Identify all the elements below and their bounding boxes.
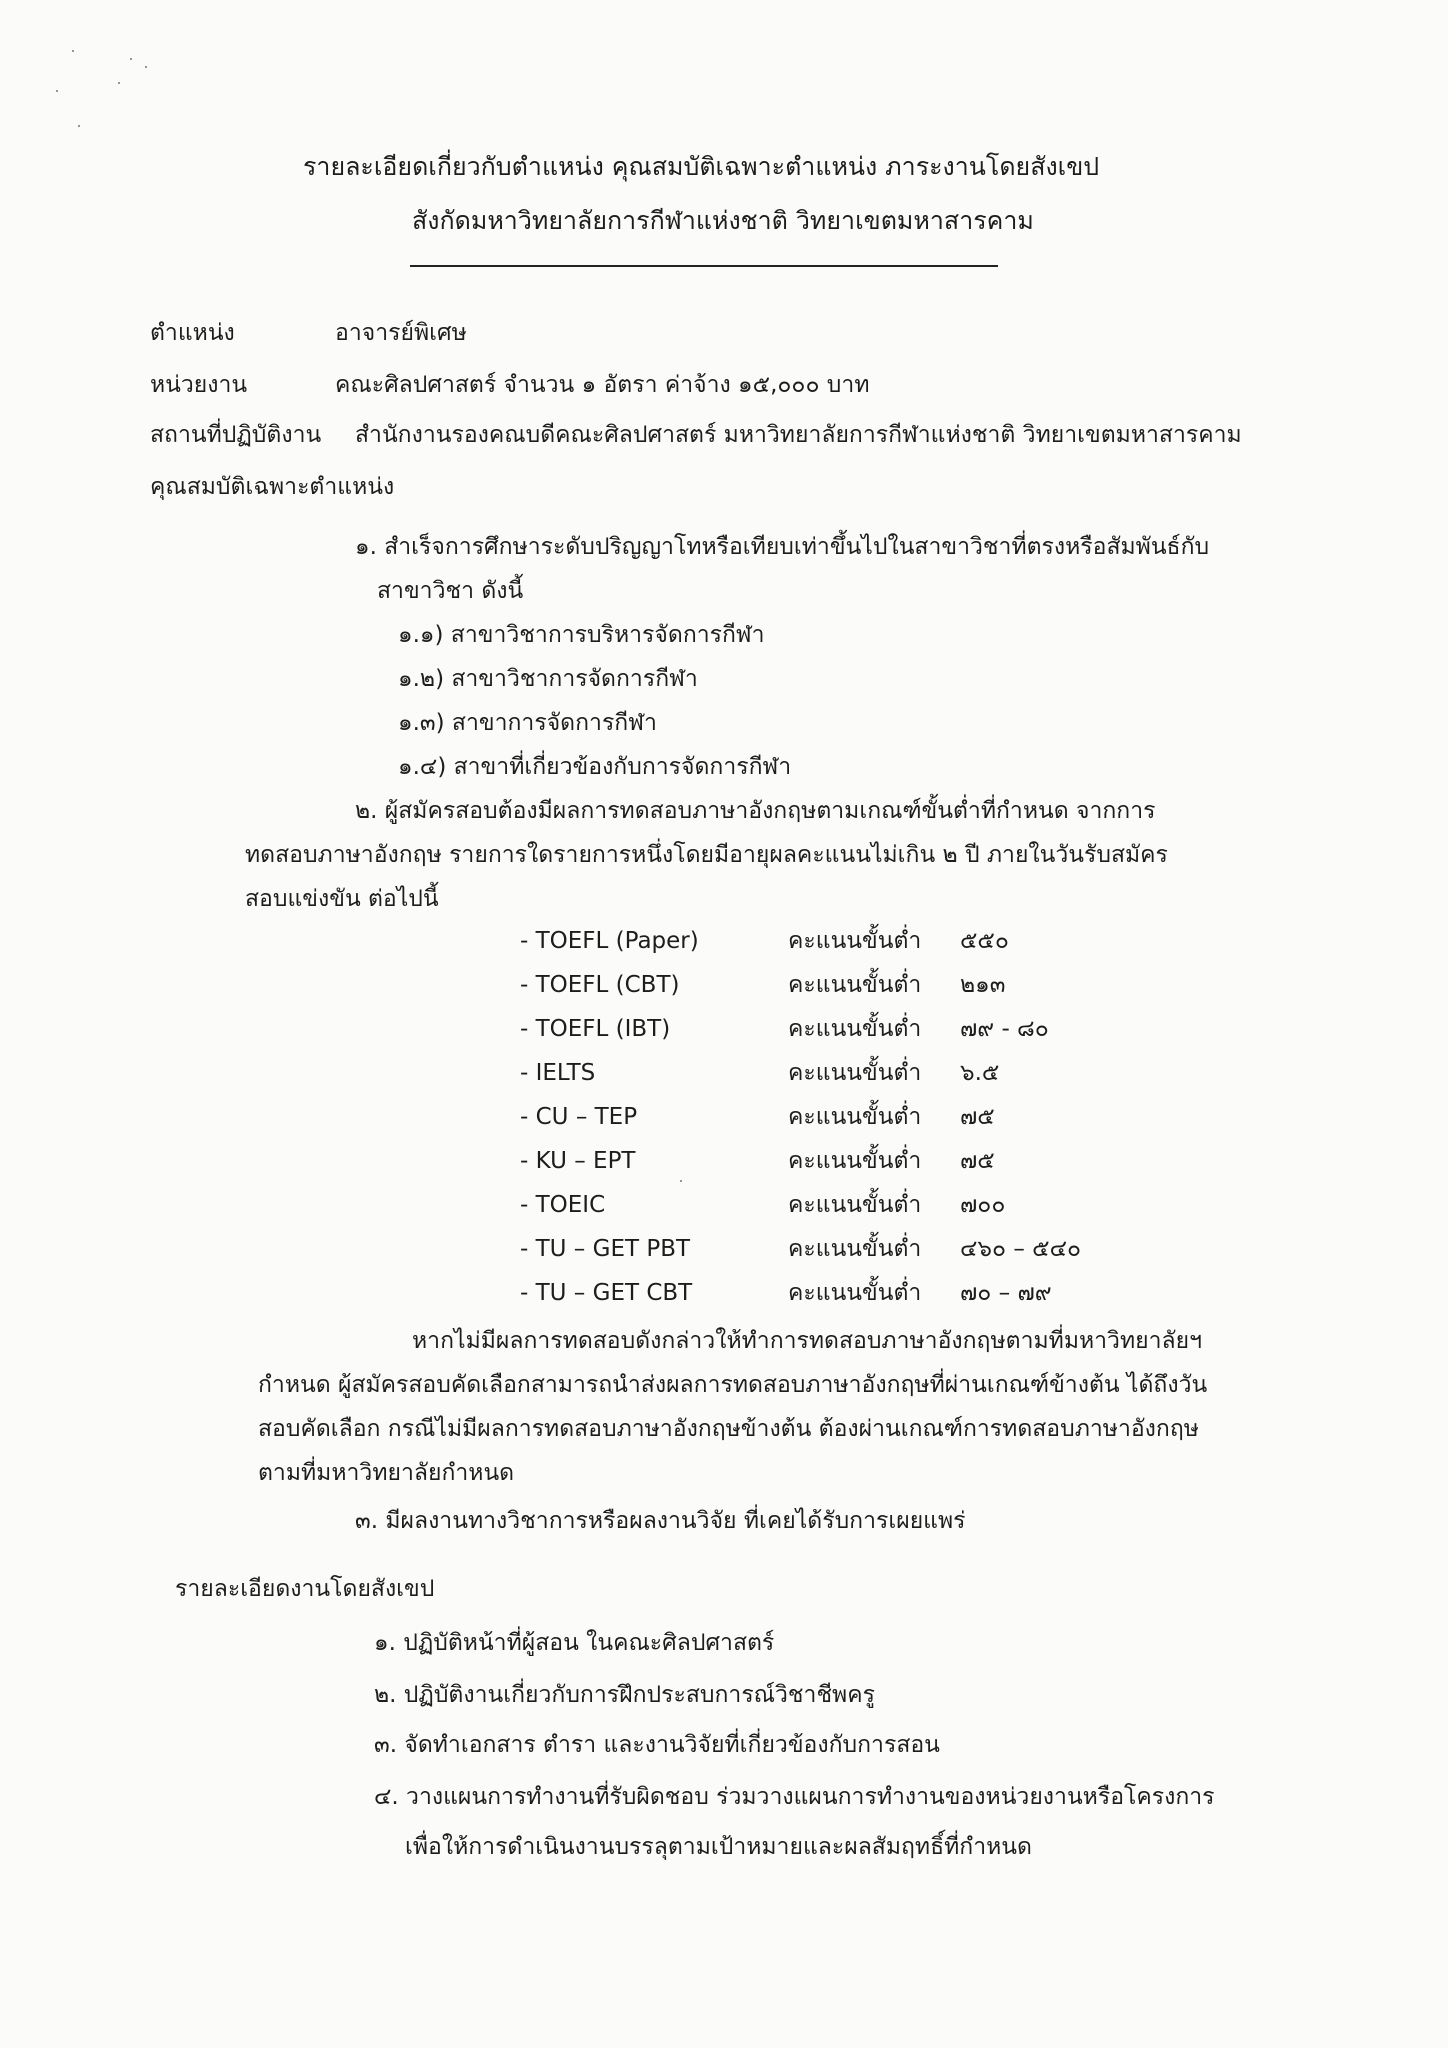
duties-heading: รายละเอียดงานโดยสังเขป — [175, 1576, 435, 1602]
scan-speck — [118, 82, 120, 84]
unit-value: คณะศิลปศาสตร์ จำนวน ๑ อัตรา ค่าจ้าง ๑๕,๐๐๐ บาท — [335, 372, 870, 398]
qualification-2-line1: ๒. ผู้สมัครสอบต้องมีผลการทดสอบภาษาอังกฤษตามเกณฑ์ขั้นต่ำที่กำหนด จากการ — [355, 798, 1156, 824]
min-score-label: คะแนนขั้นต่ำ — [788, 972, 922, 998]
scan-speck — [145, 66, 147, 68]
test-name: - IELTS — [520, 1060, 596, 1086]
scan-speck — [680, 1180, 682, 1182]
position-label: ตำแหน่ง — [150, 320, 235, 346]
test-name: - TU – GET CBT — [520, 1280, 693, 1306]
position-value: อาจารย์พิเศษ — [335, 320, 467, 346]
min-score-value: ๗๙ - ๘๐ — [960, 1016, 1049, 1042]
scan-speck — [56, 90, 58, 92]
note-line3: สอบคัดเลือก กรณีไม่มีผลการทดสอบภาษาอังกฤษข้างต้น ต้องผ่านเกณฑ์การทดสอบภาษาอังกฤษ — [258, 1416, 1199, 1442]
min-score-value: ๔๖๐ – ๕๔๐ — [960, 1236, 1082, 1262]
min-score-label: คะแนนขั้นต่ำ — [788, 1148, 922, 1174]
qualification-2-line2: ทดสอบภาษาอังกฤษ รายการใดรายการหนึ่งโดยมีอายุผลคะแนนไม่เกิน ๒ ปี ภายในวันรับสมัคร — [245, 842, 1168, 868]
min-score-label: คะแนนขั้นต่ำ — [788, 1060, 922, 1086]
min-score-label: คะแนนขั้นต่ำ — [788, 1192, 922, 1218]
min-score-label: คะแนนขั้นต่ำ — [788, 1104, 922, 1130]
min-score-value: ๗๐ – ๗๙ — [960, 1280, 1052, 1306]
document-title-line2: สังกัดมหาวิทยาลัยการกีฬาแห่งชาติ วิทยาเขตมหาสารคาม — [412, 206, 1034, 235]
subject-item: ๑.๓) สาขาการจัดการกีฬา — [398, 710, 657, 736]
subject-item: ๑.๒) สาขาวิชาการจัดการกีฬา — [398, 666, 698, 692]
duty-item: ๑. ปฏิบัติหน้าที่ผู้สอน ในคณะศิลปศาสตร์ — [374, 1630, 775, 1656]
min-score-label: คะแนนขั้นต่ำ — [788, 1236, 922, 1262]
subject-item: ๑.๑) สาขาวิชาการบริหารจัดการกีฬา — [398, 622, 765, 648]
scan-speck — [78, 125, 80, 127]
workplace-label: สถานที่ปฏิบัติงาน — [150, 422, 322, 448]
min-score-value: ๒๑๓ — [960, 972, 1006, 998]
test-name: - TOEIC — [520, 1192, 606, 1218]
qualification-3: ๓. มีผลงานทางวิชาการหรือผลงานวิจัย ที่เคยได้รับการเผยแพร่ — [355, 1508, 966, 1534]
test-name: - KU – EPT — [520, 1148, 636, 1174]
duty-item: ๔. วางแผนการทำงานที่รับผิดชอบ ร่วมวางแผนการทำงานของหน่วยงานหรือโครงการ — [374, 1784, 1215, 1810]
test-name: - TOEFL (CBT) — [520, 972, 680, 998]
min-score-value: ๗๕ — [960, 1104, 995, 1130]
duty-item: ๓. จัดทำเอกสาร ตำรา และงานวิจัยที่เกี่ยวข้องกับการสอน — [374, 1732, 940, 1758]
scan-speck — [72, 50, 74, 52]
note-line2: กำหนด ผู้สมัครสอบคัดเลือกสามารถนำส่งผลการทดสอบภาษาอังกฤษที่ผ่านเกณฑ์ข้างต้น ได้ถึงวัน — [258, 1372, 1208, 1398]
note-line4: ตามที่มหาวิทยาลัยกำหนด — [258, 1460, 515, 1486]
min-score-value: ๖.๕ — [960, 1060, 1000, 1086]
duty-item-continuation: เพื่อให้การดำเนินงานบรรลุตามเป้าหมายและผลสัมฤทธิ์ที่กำหนด — [405, 1834, 1032, 1860]
document-title-line1: รายละเอียดเกี่ยวกับตำแหน่ง คุณสมบัติเฉพาะตำแหน่ง ภาระงานโดยสังเขป — [303, 152, 1100, 181]
min-score-label: คะแนนขั้นต่ำ — [788, 1280, 922, 1306]
qualification-1-line1: ๑. สำเร็จการศึกษาระดับปริญญาโทหรือเทียบเท่าขึ้นไปในสาขาวิชาที่ตรงหรือสัมพันธ์กับ — [355, 534, 1210, 560]
min-score-value: ๗๕ — [960, 1148, 995, 1174]
qualification-1-line2: สาขาวิชา ดังนี้ — [377, 578, 524, 604]
subject-item: ๑.๔) สาขาที่เกี่ยวข้องกับการจัดการกีฬา — [398, 754, 792, 780]
test-name: - TU – GET PBT — [520, 1236, 691, 1262]
min-score-value: ๗๐๐ — [960, 1192, 1006, 1218]
note-line1: หากไม่มีผลการทดสอบดังกล่าวให้ทำการทดสอบภาษาอังกฤษตามที่มหาวิทยาลัยฯ — [412, 1328, 1203, 1354]
test-name: - TOEFL (Paper) — [520, 928, 699, 954]
min-score-value: ๕๕๐ — [960, 928, 1009, 954]
min-score-label: คะแนนขั้นต่ำ — [788, 928, 922, 954]
min-score-label: คะแนนขั้นต่ำ — [788, 1016, 922, 1042]
scan-speck — [130, 58, 132, 60]
duty-item: ๒. ปฏิบัติงานเกี่ยวกับการฝึกประสบการณ์วิชาชีพครู — [374, 1682, 875, 1708]
qualification-2-line3: สอบแข่งขัน ต่อไปนี้ — [245, 886, 439, 912]
unit-label: หน่วยงาน — [150, 372, 248, 398]
title-underline — [410, 265, 998, 267]
test-name: - TOEFL (IBT) — [520, 1016, 671, 1042]
qualifications-heading: คุณสมบัติเฉพาะตำแหน่ง — [150, 474, 395, 500]
workplace-value: สำนักงานรองคณบดีคณะศิลปศาสตร์ มหาวิทยาลัยการกีฬาแห่งชาติ วิทยาเขตมหาสารคาม — [355, 422, 1242, 448]
test-name: - CU – TEP — [520, 1104, 638, 1130]
